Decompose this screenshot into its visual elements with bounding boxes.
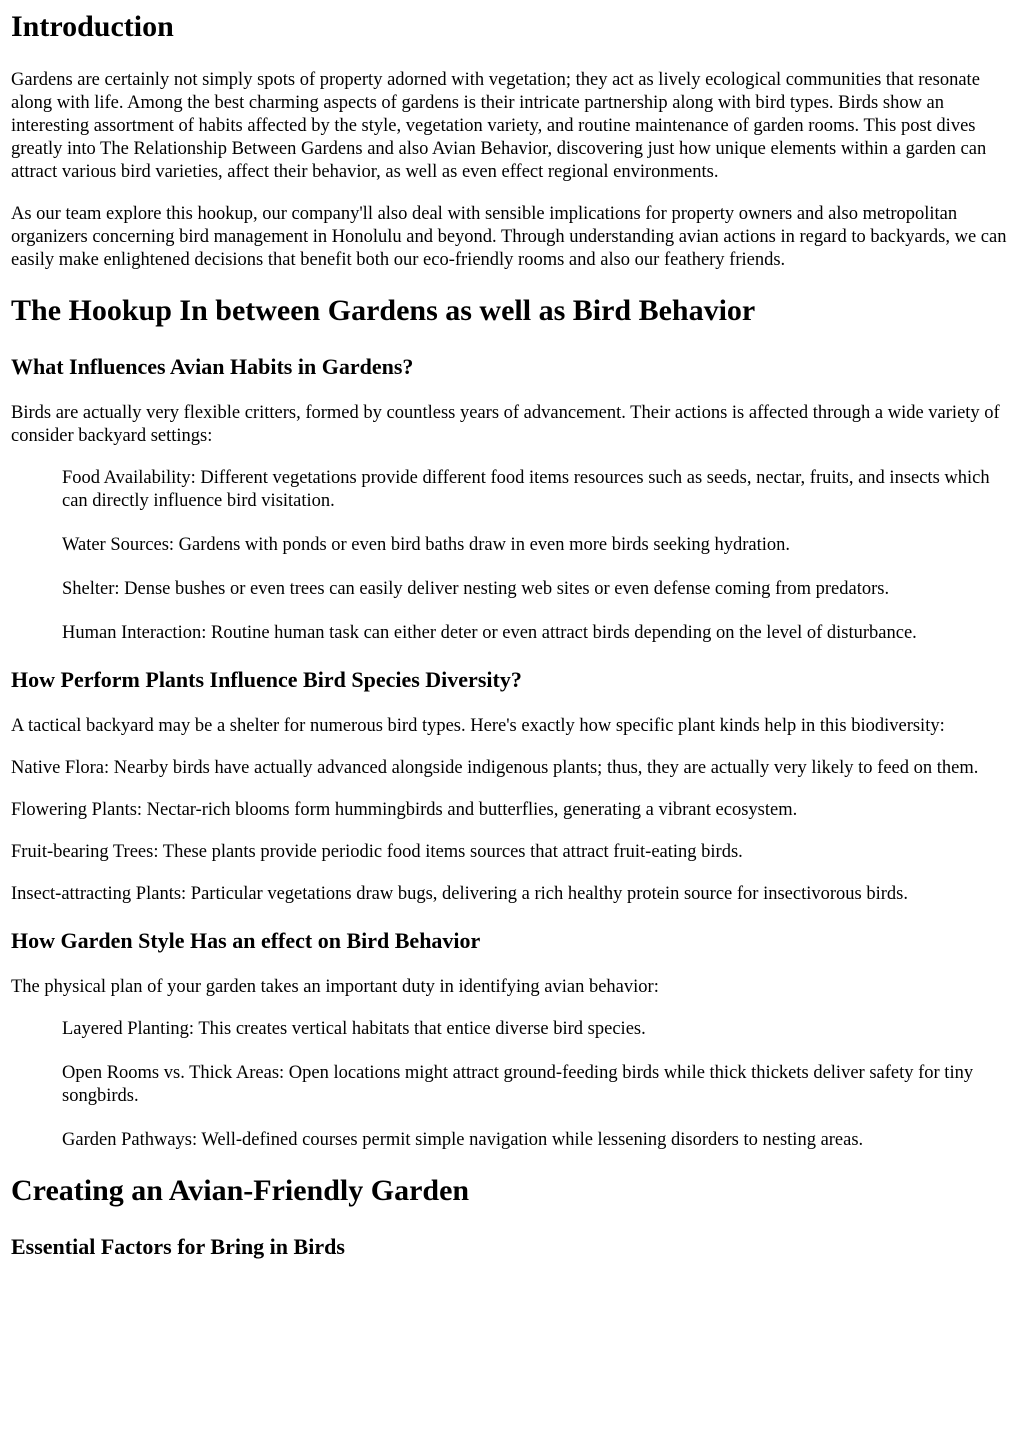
diversity-intro: A tactical backyard may be a shelter for numerous bird types. Here's exactly how specific plant kinds help in this biodiversity:: [11, 716, 945, 736]
list-item: Shelter: Dense bushes or even trees can easily deliver nesting web sites or even defense coming from predators.: [62, 579, 890, 599]
creating-heading: Creating an Avian-Friendly Garden: [11, 1174, 470, 1207]
list-item: Food Availability: Different vegetations provide different food items resources such as seeds, nectar, fruits, and insects which can directly influence bird visitation.: [62, 468, 990, 511]
list-item: Open Rooms vs. Thick Areas: Open locations might attract ground-feeding birds while thick thickets deliver safety for tiny songbirds.: [62, 1063, 974, 1106]
influences-intro: Birds are actually very flexible critters, formed by countless years of advancement. Their actions is affected through a wide variety of consider backyard settings:: [11, 403, 1000, 446]
style-intro: The physical plan of your garden takes an important duty in identifying avian behavior:: [11, 977, 659, 997]
list-item: Insect-attracting Plants: Particular vegetations draw bugs, delivering a rich healthy protein source for insectivorous birds.: [11, 884, 908, 904]
style-heading: How Garden Style Has an effect on Bird Behavior: [11, 928, 481, 953]
style-list: [62, 1018, 1014, 1152]
list-item: Native Flora: Nearby birds have actually advanced alongside indigenous plants; thus, they are actually very likely to feed on them.: [11, 758, 979, 778]
creating-subheading: Essential Factors for Bring in Birds: [11, 1234, 345, 1259]
diversity-heading: How Perform Plants Influence Bird Species Diversity?: [11, 667, 522, 692]
influences-list: [62, 467, 1014, 645]
list-item: Human Interaction: Routine human task can either deter or even attract birds depending on the level of disturbance.: [62, 623, 917, 643]
intro-heading: Introduction: [11, 10, 174, 43]
list-item: Layered Planting: This creates vertical habitats that entice diverse bird species.: [62, 1019, 646, 1039]
list-item: Water Sources: Gardens with ponds or even bird baths draw in even more birds seeking hydration.: [62, 535, 791, 555]
article: [0, 10, 1024, 1260]
intro-paragraph: As our team explore this hookup, our company'll also deal with sensible implications for property owners and also metropolitan organizers concerning bird management in Honolulu and beyond. Through understanding avian actions in regard to backyards, we can easily make enlightened decisions that benefit both our eco-friendly rooms and also our feathery friends.: [11, 204, 1007, 270]
list-item: Fruit-bearing Trees: These plants provide periodic food items sources that attract fruit-eating birds.: [11, 842, 743, 862]
list-item: Garden Pathways: Well-defined courses permit simple navigation while lessening disorders to nesting areas.: [62, 1130, 864, 1150]
intro-paragraph: Gardens are certainly not simply spots of property adorned with vegetation; they act as lively ecological communities that resonate along with life. Among the best charming aspects of gardens is their intricate partnership along with bird types. Birds show an interesting assortment of habits affected by the style, vegetation variety, and routine maintenance of garden rooms. This post dives greatly into The Relationship Between Gardens and also Avian Behavior, discovering just how unique elements within a garden can attract various bird varieties, affect their behavior, as well as even effect regional environments.: [11, 70, 987, 182]
list-item: Flowering Plants: Nectar-rich blooms form hummingbirds and butterflies, generating a vibrant ecosystem.: [11, 800, 798, 820]
influences-heading: What Influences Avian Habits in Gardens?: [11, 354, 414, 379]
hookup-heading: The Hookup In between Gardens as well as Bird Behavior: [11, 294, 756, 327]
